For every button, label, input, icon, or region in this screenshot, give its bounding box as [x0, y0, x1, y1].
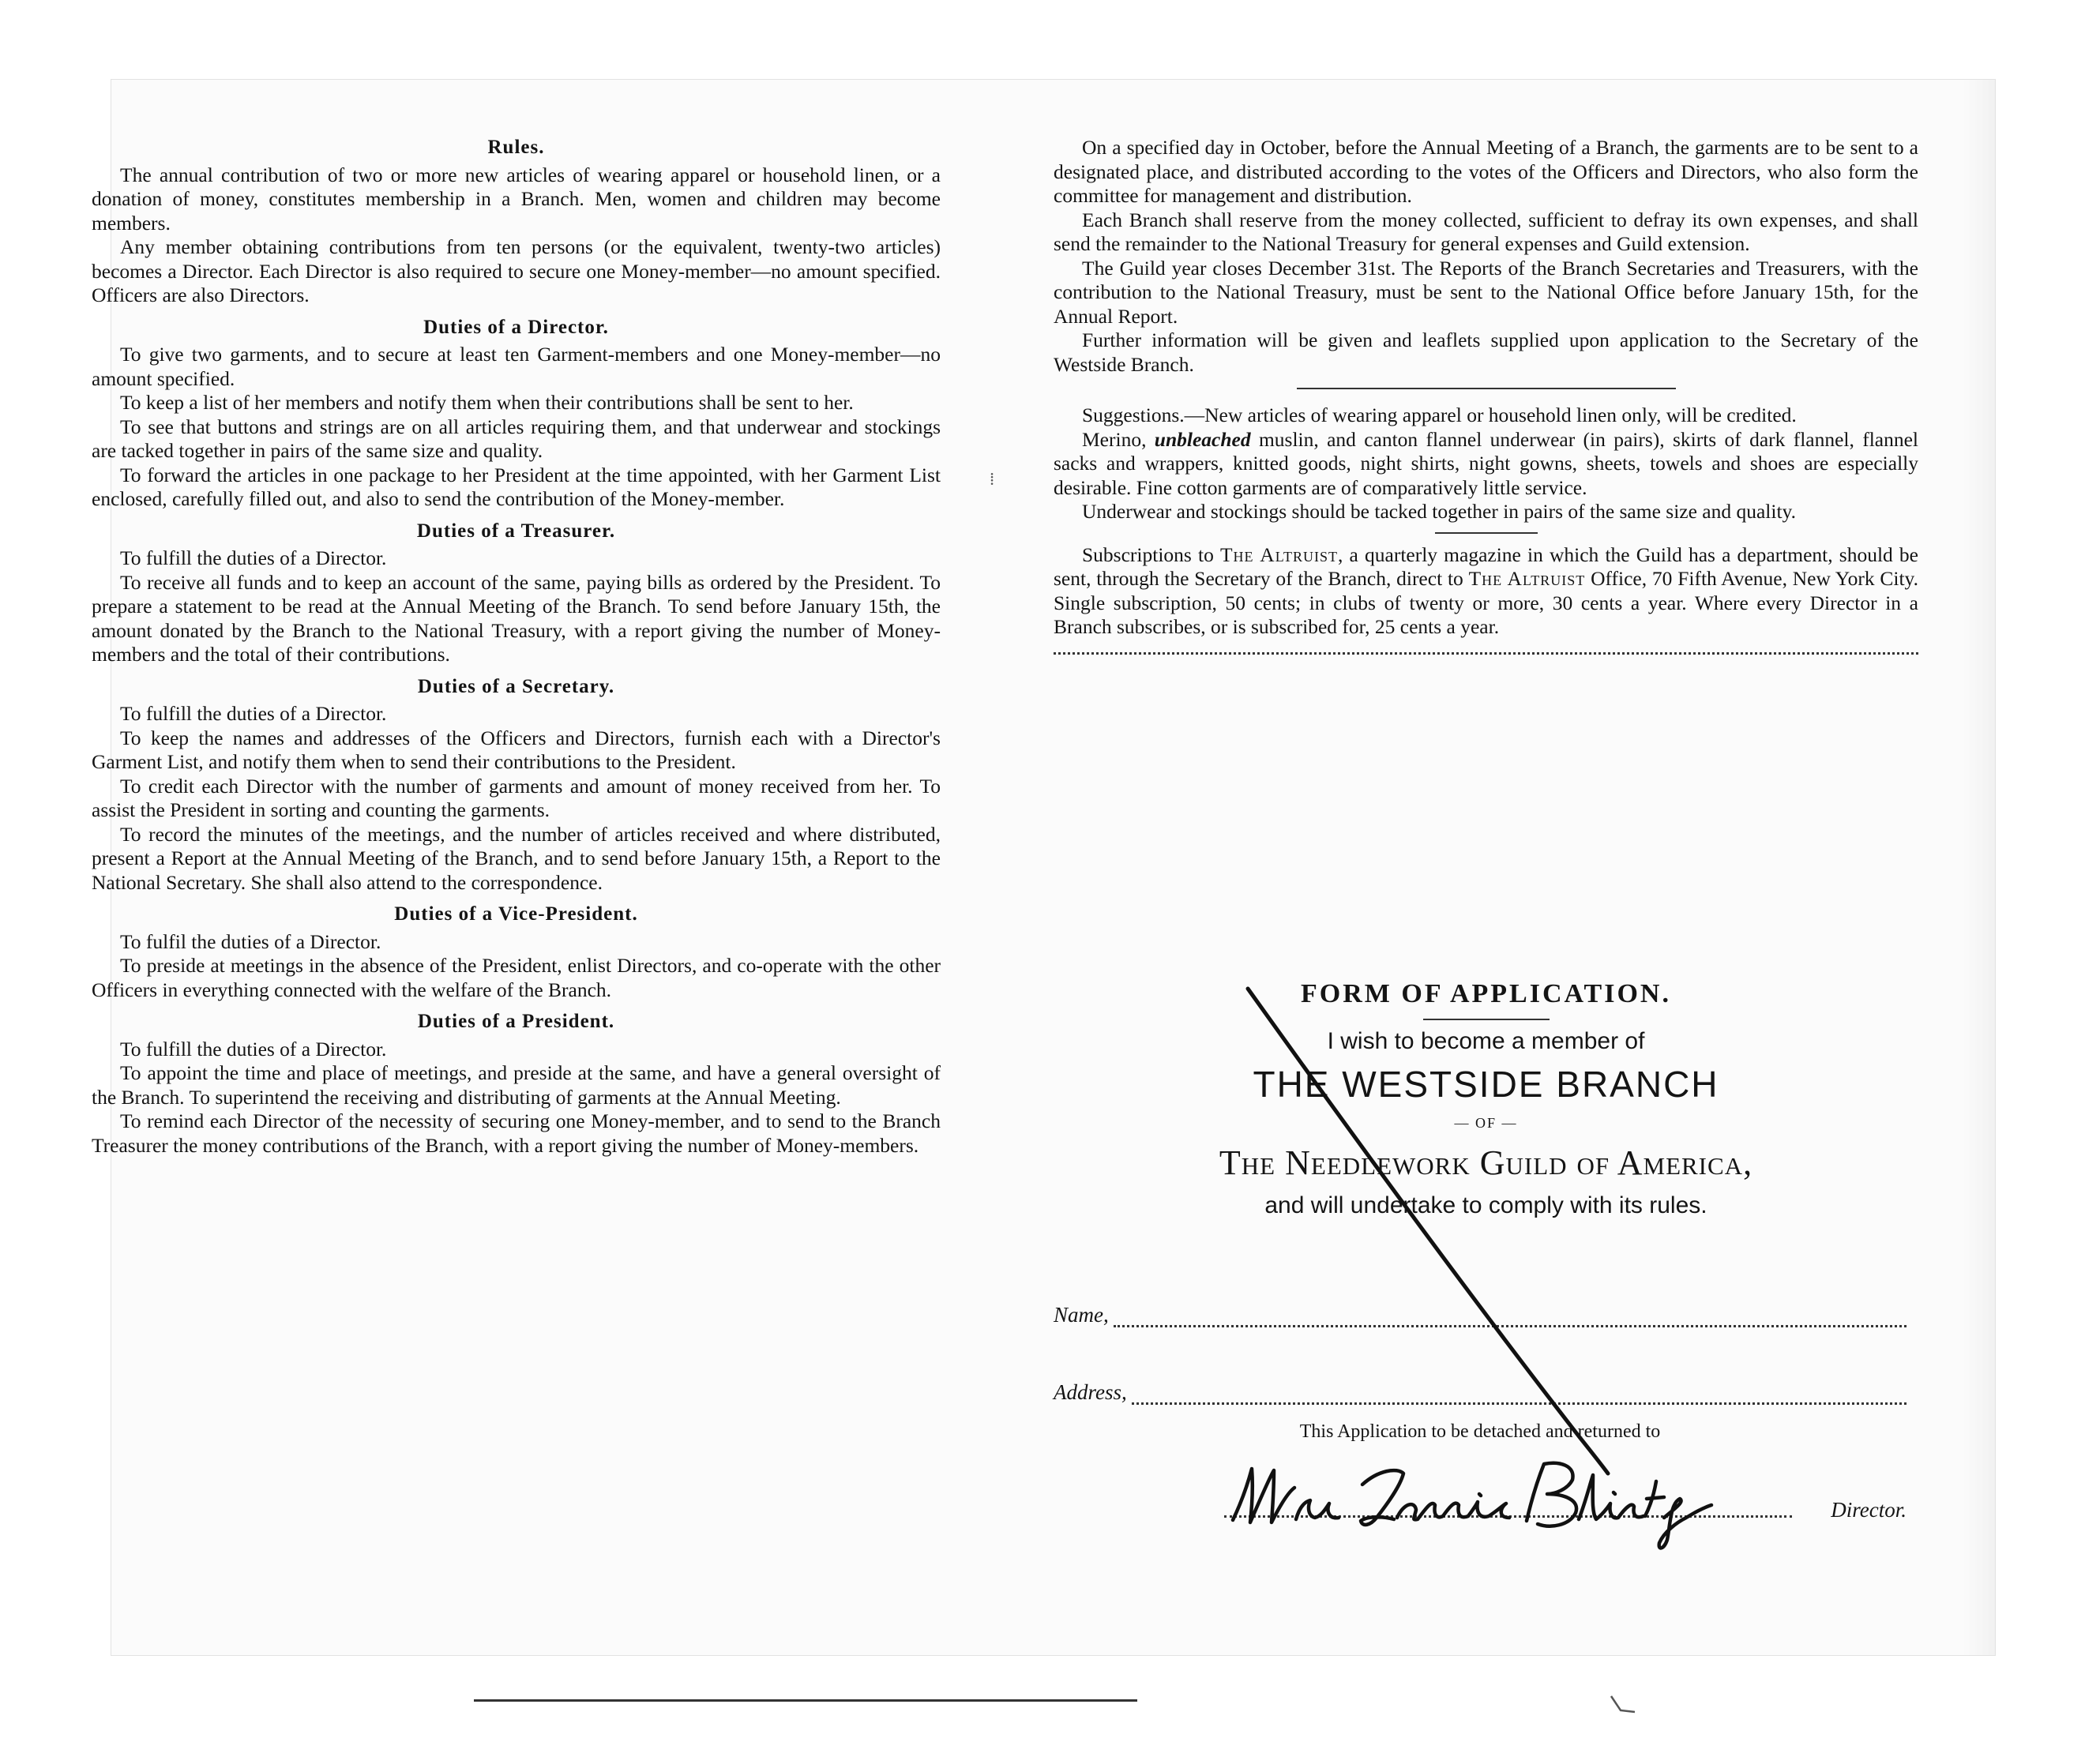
name-label: Name,	[1054, 1303, 1109, 1327]
director-label: Director.	[1831, 1498, 1907, 1522]
vice-president-paragraph: To fulfil the duties of a Director.	[120, 929, 381, 953]
address-field[interactable]	[1054, 1380, 1907, 1405]
subscription-text: Subscriptions to	[1082, 542, 1214, 566]
treasurer-heading: Duties of a Treasurer.	[416, 520, 616, 542]
application-form	[1054, 979, 1918, 1219]
guild-paragraph: On a specified day in October, before the Annual Meeting of a Branch, the garments are to be sent to a designated place, and distributed according to the votes of the Officers and Directors, who also form the committee for management and distribution.	[1054, 136, 1918, 207]
detach-instructions: This Application to be detached and returned to	[1299, 1421, 1661, 1442]
president-paragraph: To remind each Director of the necessity of securing one Money-member, and to send to the Branch Treasurer the money contributions of the Branch, with a report giving the number of Money-members.	[92, 1109, 941, 1157]
vice-president-heading: Duties of a Vice-President.	[394, 903, 638, 925]
secretary-paragraph: To record the minutes of the meetings, and the number of articles received and where distributed, present a Report at the Annual Meeting of the Branch, and to send before January 15th, a Report to the National Secretary. She shall also attend to the correspondence.	[92, 822, 941, 894]
secretary-paragraph: To fulfill the duties of a Director.	[120, 702, 387, 725]
detach-line	[1054, 652, 1918, 655]
director-paragraph: To keep a list of her members and notify them when their contributions shall be sent to her.	[120, 391, 854, 414]
section-divider	[1435, 532, 1538, 534]
bottom-rule	[474, 1699, 1137, 1702]
guild-paragraph: The Guild year closes December 31st. The Reports of the Branch Secretaries and Treasurers, with the contribution to the National Treasury, must be sent to the National Office before January 15th, for the Annual Report.	[1054, 256, 1918, 328]
president-heading: Duties of a President.	[417, 1011, 615, 1032]
subscription-paragraph	[1054, 543, 1918, 640]
president-paragraph: To fulfill the duties of a Director.	[120, 1037, 387, 1060]
suggestions-paragraph	[1054, 428, 1918, 501]
director-paragraph: To see that buttons and strings are on all articles requiring them, and that underwear and stockings are tacked together in pairs of the same size and quality.	[92, 415, 941, 462]
address-label: Address,	[1054, 1380, 1127, 1404]
treasurer-paragraph: To receive all funds and to keep an account of the same, paying bills as ordered by the President. To prepare a statement to be read at the Annual Meeting of the Branch. To send before January 15th, the amount donated by the Branch to the National Treasury, with a report giving the number of Money-members and the total of their contributions.	[92, 570, 941, 666]
suggestions-list: muslin, and canton flannel underwear (in pairs), skirts of dark flannel, flannel sacks and wrappers, knitted goods, night shirts, night gowns, sheets, towels and shoes are especially desirable. Fine cotton garments are of comparatively little service.	[1054, 427, 1919, 499]
guild-name: The Needlework Guild of America,	[1219, 1143, 1753, 1182]
left-column	[92, 136, 941, 1158]
subscription-text: , a quarterly magazine in which the Guild has a department, should be sent, through the Secretary of the Branch, direct to	[1054, 542, 1918, 590]
vice-president-paragraph: To preside at meetings in the absence of the President, enlist Directors, and co-operate with the other Officers in everything connected with the welfare of the Branch.	[92, 954, 941, 1001]
address-blank[interactable]	[1132, 1387, 1907, 1405]
form-comply-text: and will undertake to comply with its rules.	[1264, 1192, 1707, 1218]
suggestions-paragraph: Suggestions.—New articles of wearing apparel or household linen only, will be credited.	[1082, 404, 1797, 426]
magazine-name: The Altruist	[1219, 542, 1339, 566]
rules-paragraph: Any member obtaining contributions from ten persons (or the equivalent, twenty-two articles) becomes a Director. Each Director is also required to secure one Money-member—no amount specified. Officers are also Directors.	[92, 235, 941, 306]
guild-paragraph: Further information will be given and leaflets supplied upon application to the Secretary of the Westside Branch.	[1054, 328, 1918, 376]
secretary-paragraph: To keep the names and addresses of the Officers and Directors, furnish each with a Director's Garment List, and notify them when to send their contributions to the President.	[92, 726, 941, 773]
treasurer-paragraph: To fulfill the duties of a Director.	[120, 546, 387, 569]
subscription-text: Office, 70 Fifth Avenue, New York City. Single subscription, 50 cents; in clubs of twenty or more, 30 cents a year. Where every Director in a Branch subscribes, or is subscribed for, 25 cents a year.	[1054, 567, 1919, 638]
secretary-heading: Duties of a Secretary.	[417, 675, 615, 697]
section-divider	[1297, 388, 1676, 389]
form-intro: I wish to become a member of	[1327, 1028, 1645, 1054]
president-paragraph: To appoint the time and place of meetings, and preside at the same, and have a general oversight of the Branch. To superintend the receiving and distributing of garments at the Annual Meeting.	[92, 1061, 941, 1109]
magazine-name: The Altruist	[1468, 567, 1586, 590]
right-column	[1054, 136, 1918, 666]
branch-name: THE WESTSIDE BRANCH	[1253, 1064, 1719, 1105]
director-paragraph: To forward the articles in one package to her President at the time appointed, with her Garment List enclosed, carefully filled out, and also to send the contribution of the Money-member.	[92, 463, 941, 510]
suggestions-emphasis: unbleached	[1154, 427, 1251, 451]
page-edge-shadow	[1963, 80, 1995, 1655]
director-heading: Duties of a Director.	[423, 316, 609, 338]
guild-paragraph: Each Branch shall reserve from the money collected, sufficient to defray its own expenses, and shall send the remainder to the National Treasury for general expenses and Guild extension.	[1054, 208, 1918, 255]
name-field[interactable]	[1054, 1303, 1907, 1327]
scan-mark: ⁞	[990, 470, 995, 490]
handwritten-signature	[1228, 1453, 1718, 1556]
suggestions-merino: Merino,	[1082, 427, 1147, 451]
rules-heading: Rules.	[487, 137, 545, 158]
suggestions-paragraph: Underwear and stockings should be tacked together in pairs of the same size and quality.	[1082, 500, 1797, 523]
secretary-paragraph: To credit each Director with the number of garments and amount of money received from her. To assist the President in sorting and counting the garments.	[92, 774, 941, 821]
rules-paragraph: The annual contribution of two or more new articles of wearing apparel or household linen, or a donation of money, constitutes membership in a Branch. Men, women and children may become members.	[92, 163, 941, 235]
director-paragraph: To give two garments, and to secure at least ten Garment-members and one Money-member—no amount specified.	[92, 343, 941, 390]
name-blank[interactable]	[1114, 1309, 1907, 1327]
form-title-underline	[1423, 1019, 1550, 1020]
form-title: FORM OF APPLICATION.	[1301, 979, 1671, 1008]
form-of-separator: — OF —	[1454, 1115, 1518, 1131]
